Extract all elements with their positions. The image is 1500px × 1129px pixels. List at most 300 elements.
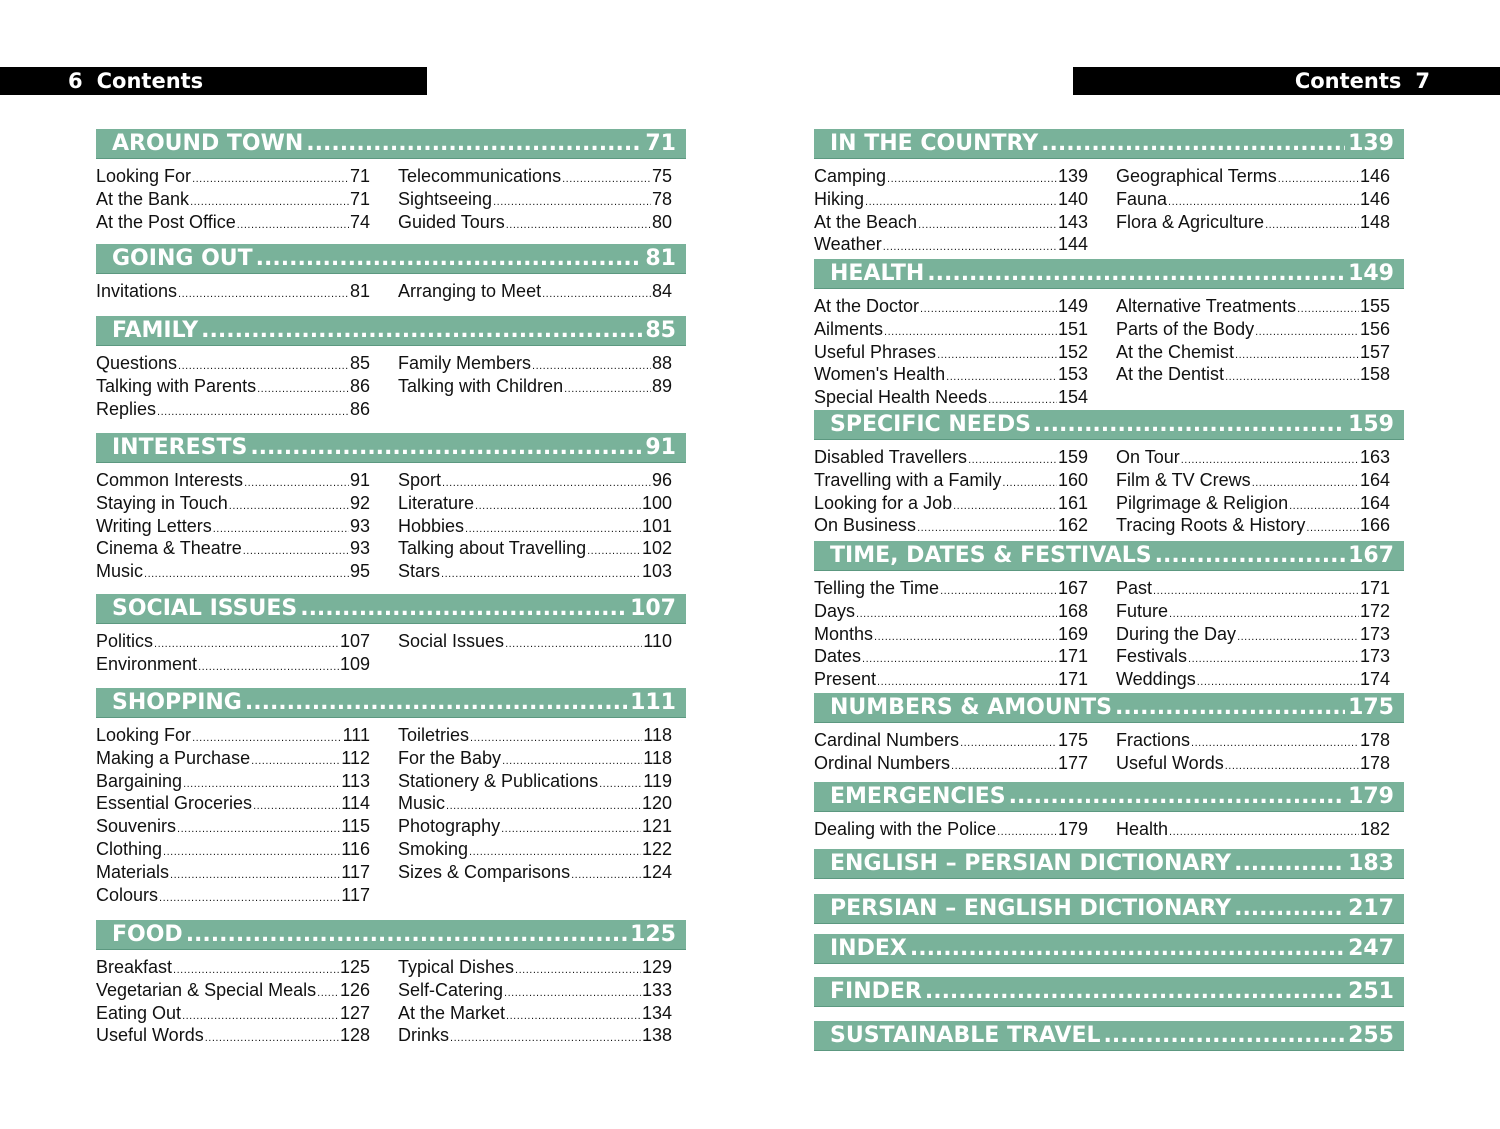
contents-entry[interactable] (96, 747, 370, 770)
entry-page-number: 102 (641, 538, 672, 559)
dot-leader (253, 795, 340, 815)
entry-page-number: 125 (339, 957, 370, 977)
entry-title: Souvenirs (96, 816, 177, 837)
section-in-the-country (814, 129, 1404, 256)
section-heading[interactable] (96, 688, 686, 718)
entry-title: Politics (96, 631, 154, 651)
entry-title: Cinema & Theatre (96, 538, 242, 559)
contents-entry[interactable] (814, 188, 1088, 211)
dot-leader (940, 580, 1057, 600)
entry-page-number: 71 (349, 188, 370, 209)
section-page-number: 179 (1348, 783, 1394, 809)
entry-page-number: 88 (651, 353, 672, 373)
dot-leader (1155, 541, 1345, 571)
dot-leader (1009, 782, 1345, 812)
contents-entry[interactable] (814, 623, 1088, 646)
entry-list (398, 165, 672, 233)
contents-entry[interactable] (814, 492, 1088, 515)
entry-title: Film & TV Crews (1116, 469, 1251, 490)
entry-list (1116, 165, 1390, 256)
contents-entry[interactable] (96, 211, 370, 234)
dot-leader (1237, 626, 1359, 646)
entry-title: Staying in Touch (96, 492, 228, 513)
contents-entry[interactable] (1116, 492, 1390, 515)
contents-entry[interactable] (398, 838, 672, 861)
contents-entry[interactable] (398, 630, 672, 653)
contents-entry[interactable] (398, 165, 672, 188)
dot-leader (1297, 298, 1359, 318)
contents-entry[interactable] (814, 818, 1088, 841)
entry-page-number: 111 (342, 725, 370, 745)
entry-title: Fractions (1116, 730, 1191, 750)
entry-list (96, 630, 370, 676)
entry-page-number: 71 (349, 166, 370, 186)
contents-entry[interactable] (398, 515, 672, 538)
section-heading[interactable] (814, 934, 1404, 964)
section-page-number: 255 (1348, 1022, 1394, 1048)
contents-entry[interactable] (398, 724, 672, 747)
contents-entry[interactable] (96, 492, 370, 515)
contents-entry[interactable] (398, 747, 672, 770)
section-title: INDEX (830, 935, 907, 961)
contents-entry[interactable] (814, 295, 1088, 318)
section-page-number: 149 (1348, 260, 1394, 286)
dot-leader (244, 472, 349, 492)
entry-title: Telling the Time (814, 578, 940, 598)
dot-leader (1041, 129, 1345, 159)
entry-page-number: 159 (1057, 447, 1088, 467)
contents-entry[interactable] (398, 770, 672, 793)
section-heading[interactable] (96, 433, 686, 463)
dot-leader (917, 517, 1057, 537)
entry-title: Vegetarian & Special Meals (96, 979, 317, 1000)
contents-entry[interactable] (814, 233, 1088, 256)
entry-list (398, 280, 672, 303)
section-english-persian-dictionary (814, 849, 1404, 879)
entry-list (96, 469, 370, 583)
contents-entry[interactable] (1116, 623, 1390, 646)
dot-leader (190, 191, 349, 211)
left-page-header (0, 67, 427, 95)
contents-entry[interactable] (96, 838, 370, 861)
contents-entry[interactable] (96, 792, 370, 815)
entry-title: During the Day (1116, 623, 1237, 644)
section-heading[interactable] (814, 782, 1404, 812)
contents-entry[interactable] (398, 560, 672, 583)
entry-page-number: 173 (1359, 646, 1390, 667)
contents-entry[interactable] (96, 630, 370, 653)
dot-leader (1191, 732, 1359, 752)
entry-title: Past (1116, 578, 1153, 598)
section-page-number: 139 (1348, 130, 1394, 156)
section-page-number: 71 (645, 130, 676, 156)
section-heading[interactable] (96, 920, 686, 950)
dot-leader (182, 1005, 339, 1025)
entry-title: Months (814, 623, 874, 644)
contents-entry[interactable] (96, 653, 370, 676)
dot-leader (571, 864, 641, 884)
section-heading[interactable] (96, 316, 686, 346)
section-heading[interactable] (814, 541, 1404, 571)
dot-leader (170, 864, 340, 884)
entry-title: Clothing (96, 838, 163, 859)
contents-entry[interactable] (398, 792, 672, 815)
entry-title: Useful Words (96, 1025, 204, 1046)
dot-leader (1278, 168, 1359, 188)
contents-entry[interactable] (814, 514, 1088, 537)
dot-leader (506, 214, 651, 234)
entry-title: At the Chemist (1116, 341, 1235, 362)
contents-entry[interactable] (814, 645, 1088, 668)
entry-page-number: 129 (641, 957, 672, 977)
section-index (814, 934, 1404, 964)
entry-page-number: 162 (1057, 515, 1088, 536)
entry-page-number: 152 (1057, 341, 1088, 362)
contents-entry[interactable] (96, 375, 370, 398)
contents-entry[interactable] (1116, 363, 1390, 386)
entry-title: Travelling with a Family (814, 469, 1002, 490)
contents-entry[interactable] (1116, 577, 1390, 600)
contents-entry[interactable] (1116, 645, 1390, 668)
contents-entry[interactable] (814, 668, 1088, 691)
contents-entry[interactable] (1116, 211, 1390, 234)
contents-entry[interactable] (814, 341, 1088, 364)
dot-leader (186, 920, 627, 950)
entry-title: Literature (398, 492, 475, 513)
dot-leader (1168, 191, 1359, 211)
entry-title: Materials (96, 861, 170, 882)
entry-page-number: 113 (341, 770, 370, 791)
contents-entry[interactable] (814, 363, 1088, 386)
entry-list (398, 630, 672, 676)
entry-page-number: 118 (643, 747, 672, 768)
contents-entry[interactable] (96, 165, 370, 188)
entry-title: Eating Out (96, 1002, 182, 1023)
entry-title: Talking with Parents (96, 375, 257, 396)
section-title: PERSIAN – ENGLISH DICTIONARY (830, 895, 1232, 921)
entry-title: At the Dentist (1116, 364, 1225, 385)
entry-title: Dates (814, 646, 862, 667)
entry-page-number: 139 (1057, 166, 1088, 186)
section-heading[interactable] (814, 894, 1404, 924)
dot-leader (515, 959, 641, 979)
entry-page-number: 114 (341, 793, 370, 814)
section-family (96, 316, 686, 420)
right-header-title: Contents (1294, 69, 1402, 93)
entry-title: At the Post Office (96, 211, 236, 232)
entry-title: Disabled Travellers (814, 447, 968, 467)
entry-title: Family Members (398, 353, 532, 373)
section-numbers-amounts (814, 693, 1404, 775)
contents-entry[interactable] (814, 469, 1088, 492)
section-heading[interactable] (814, 693, 1404, 723)
entry-list (398, 352, 672, 420)
contents-entry[interactable] (398, 211, 672, 234)
dot-leader (178, 355, 349, 375)
entry-title: Special Health Needs (814, 387, 988, 408)
dot-leader (192, 727, 342, 747)
entry-page-number: 164 (1359, 469, 1390, 490)
entry-title: At the Bank (96, 188, 190, 209)
section-title: IN THE COUNTRY (830, 130, 1039, 156)
entry-title: Toiletries (398, 725, 470, 745)
dot-leader (243, 540, 349, 560)
contents-entry[interactable] (398, 1002, 672, 1025)
entry-title: Useful Words (1116, 752, 1224, 773)
contents-entry[interactable] (96, 861, 370, 884)
entry-list (1116, 295, 1390, 409)
entry-title: Writing Letters (96, 515, 212, 536)
section-heading[interactable] (814, 410, 1404, 440)
contents-entry[interactable] (1116, 165, 1390, 188)
contents-entry[interactable] (814, 211, 1088, 234)
dot-leader (183, 773, 340, 793)
entry-title: Sightseeing (398, 188, 493, 209)
section-heading[interactable] (814, 977, 1404, 1007)
entry-page-number: 92 (349, 492, 370, 513)
entry-page-number: 112 (341, 747, 370, 768)
dot-leader (178, 283, 349, 303)
entry-page-number: 124 (641, 861, 672, 882)
section-going-out (96, 244, 686, 303)
entry-title: Useful Phrases (814, 341, 937, 362)
dot-leader (213, 518, 349, 538)
dot-leader (205, 1027, 339, 1047)
contents-entry[interactable] (814, 318, 1088, 341)
entry-list (1116, 446, 1390, 537)
contents-entry[interactable] (96, 770, 370, 793)
entry-title: On Tour (1116, 447, 1180, 467)
section-heading[interactable] (814, 129, 1404, 159)
dot-leader (1104, 1021, 1346, 1051)
entry-page-number: 95 (349, 561, 370, 582)
contents-entry[interactable] (398, 188, 672, 211)
dot-leader (505, 633, 642, 653)
entry-title: Flora & Agriculture (1116, 211, 1265, 232)
entry-title: Questions (96, 353, 178, 373)
contents-entry[interactable] (96, 280, 370, 303)
entry-page-number: 166 (1359, 515, 1390, 536)
entry-page-number: 153 (1057, 364, 1088, 385)
dot-leader (157, 401, 349, 421)
entry-page-number: 116 (341, 838, 370, 859)
contents-entry[interactable] (96, 956, 370, 979)
contents-entry[interactable] (398, 375, 672, 398)
contents-entry[interactable] (814, 446, 1088, 469)
section-emergencies (814, 782, 1404, 841)
contents-entry[interactable] (96, 398, 370, 421)
entry-title: Looking For (96, 166, 192, 186)
contents-entry[interactable] (814, 752, 1088, 775)
contents-entry[interactable] (96, 1024, 370, 1047)
entry-title: Music (398, 793, 446, 814)
contents-entry[interactable] (96, 1002, 370, 1025)
contents-entry[interactable] (96, 724, 370, 747)
section-heading[interactable] (814, 849, 1404, 879)
entry-page-number: 119 (643, 770, 672, 791)
contents-entry[interactable] (814, 577, 1088, 600)
contents-entry[interactable] (96, 560, 370, 583)
contents-entry[interactable] (96, 537, 370, 560)
contents-entry[interactable] (398, 1024, 672, 1047)
entry-title: Present (814, 669, 877, 690)
contents-entry[interactable] (1116, 729, 1390, 752)
entry-page-number: 117 (341, 884, 370, 905)
contents-entry[interactable] (1116, 514, 1390, 537)
section-finder (814, 977, 1404, 1007)
entry-title: Future (1116, 600, 1169, 621)
section-heading[interactable] (96, 129, 686, 159)
section-page-number: 167 (1348, 542, 1394, 568)
contents-entry[interactable] (96, 884, 370, 907)
entry-title: Geographical Terms (1116, 166, 1277, 186)
entry-list (1116, 577, 1390, 691)
section-social-issues (96, 594, 686, 676)
section-page-number: 111 (630, 689, 676, 715)
contents-entry[interactable] (1116, 341, 1390, 364)
contents-entry[interactable] (96, 352, 370, 375)
entry-title: Arranging to Meet (398, 281, 542, 301)
contents-entry[interactable] (814, 729, 1088, 752)
contents-entry[interactable] (96, 815, 370, 838)
section-food (96, 920, 686, 1047)
entry-title: Music (96, 561, 144, 582)
entry-page-number: 173 (1359, 623, 1390, 644)
contents-entry[interactable] (814, 600, 1088, 623)
contents-entry[interactable] (1116, 318, 1390, 341)
dot-leader (1306, 517, 1359, 537)
entry-page-number: 157 (1359, 341, 1390, 362)
entry-page-number: 120 (641, 793, 672, 814)
contents-entry[interactable] (96, 515, 370, 538)
entry-title: Smoking (398, 838, 469, 859)
contents-entry[interactable] (814, 165, 1088, 188)
section-title: SUSTAINABLE TRAVEL (830, 1022, 1101, 1048)
entry-title: Days (814, 600, 856, 621)
entry-page-number: 128 (339, 1025, 370, 1046)
dot-leader (960, 732, 1057, 752)
dot-leader (874, 626, 1057, 646)
section-title: FINDER (830, 978, 922, 1004)
entry-title: Bargaining (96, 770, 183, 791)
entry-list (398, 956, 672, 1047)
entry-page-number: 103 (641, 561, 672, 582)
entry-title: At the Doctor (814, 296, 920, 316)
entry-title: Common Interests (96, 470, 244, 490)
section-heading[interactable] (814, 259, 1404, 289)
contents-entry[interactable] (398, 280, 672, 303)
section-heading[interactable] (96, 244, 686, 274)
entry-title: At the Beach (814, 211, 918, 232)
dot-leader (1252, 472, 1359, 492)
section-title: FAMILY (112, 317, 199, 343)
entry-page-number: 158 (1359, 364, 1390, 385)
contents-entry[interactable] (1116, 668, 1390, 691)
contents-entry[interactable] (398, 861, 672, 884)
entry-list (814, 818, 1088, 841)
entry-page-number: 134 (641, 1002, 672, 1023)
section-title: SPECIFIC NEEDS (830, 411, 1031, 437)
section-heading[interactable] (96, 594, 686, 624)
contents-entry[interactable] (1116, 188, 1390, 211)
contents-entry[interactable] (96, 469, 370, 492)
dot-leader (562, 168, 651, 188)
entry-page-number: 146 (1359, 166, 1390, 186)
dot-leader (887, 168, 1057, 188)
entry-page-number: 138 (641, 1025, 672, 1046)
contents-entry[interactable] (1116, 295, 1390, 318)
dot-leader (1234, 894, 1345, 924)
dot-leader (910, 934, 1345, 964)
entry-title: Hobbies (398, 515, 465, 536)
contents-entry[interactable] (398, 352, 672, 375)
section-page-number: 81 (645, 245, 676, 271)
entry-title: Ordinal Numbers (814, 752, 951, 773)
entry-title: Social Issues (398, 631, 505, 651)
dot-leader (587, 540, 641, 560)
entry-title: For the Baby (398, 747, 502, 768)
entry-title: Talking about Travelling (398, 538, 587, 559)
section-page-number: 91 (645, 434, 676, 460)
contents-entry[interactable] (1116, 446, 1390, 469)
entry-page-number: 163 (1359, 447, 1390, 467)
dot-leader (925, 977, 1345, 1007)
dot-leader (251, 750, 340, 770)
entry-title: Breakfast (96, 957, 173, 977)
dot-leader (1034, 410, 1345, 440)
contents-entry[interactable] (398, 469, 672, 492)
dot-leader (564, 378, 651, 398)
dot-leader (1197, 671, 1359, 691)
dot-leader (257, 378, 349, 398)
entry-list (96, 956, 370, 1047)
dot-leader (192, 168, 349, 188)
contents-entry[interactable] (398, 956, 672, 979)
dot-leader (988, 389, 1057, 409)
dot-leader (1225, 755, 1359, 775)
entry-page-number: 140 (1057, 188, 1088, 209)
section-title: EMERGENCIES (830, 783, 1006, 809)
dot-leader (1169, 603, 1359, 623)
entry-page-number: 115 (341, 816, 370, 837)
contents-entry[interactable] (398, 815, 672, 838)
entry-page-number: 143 (1057, 211, 1088, 232)
contents-entry[interactable] (1116, 752, 1390, 775)
contents-entry[interactable] (1116, 600, 1390, 623)
contents-entry[interactable] (96, 188, 370, 211)
contents-entry[interactable] (96, 979, 370, 1002)
section-title: AROUND TOWN (112, 130, 304, 156)
dot-leader (599, 773, 642, 793)
entry-page-number: 107 (339, 631, 370, 651)
contents-entry[interactable] (1116, 818, 1390, 841)
contents-entry[interactable] (398, 492, 672, 515)
section-interests (96, 433, 686, 583)
contents-entry[interactable] (1116, 469, 1390, 492)
entry-page-number: 109 (339, 653, 370, 674)
entry-title: Stars (398, 561, 441, 582)
entry-title: Self-Catering (398, 979, 504, 1000)
entry-page-number: 86 (349, 375, 370, 396)
contents-entry[interactable] (814, 386, 1088, 409)
section-title: ENGLISH – PERSIAN DICTIONARY (830, 850, 1232, 876)
dot-leader (953, 495, 1057, 515)
contents-entry[interactable] (398, 979, 672, 1002)
entry-title: Festivals (1116, 646, 1188, 667)
entry-page-number: 174 (1359, 669, 1390, 690)
contents-entry[interactable] (398, 537, 672, 560)
section-heading[interactable] (814, 1021, 1404, 1051)
